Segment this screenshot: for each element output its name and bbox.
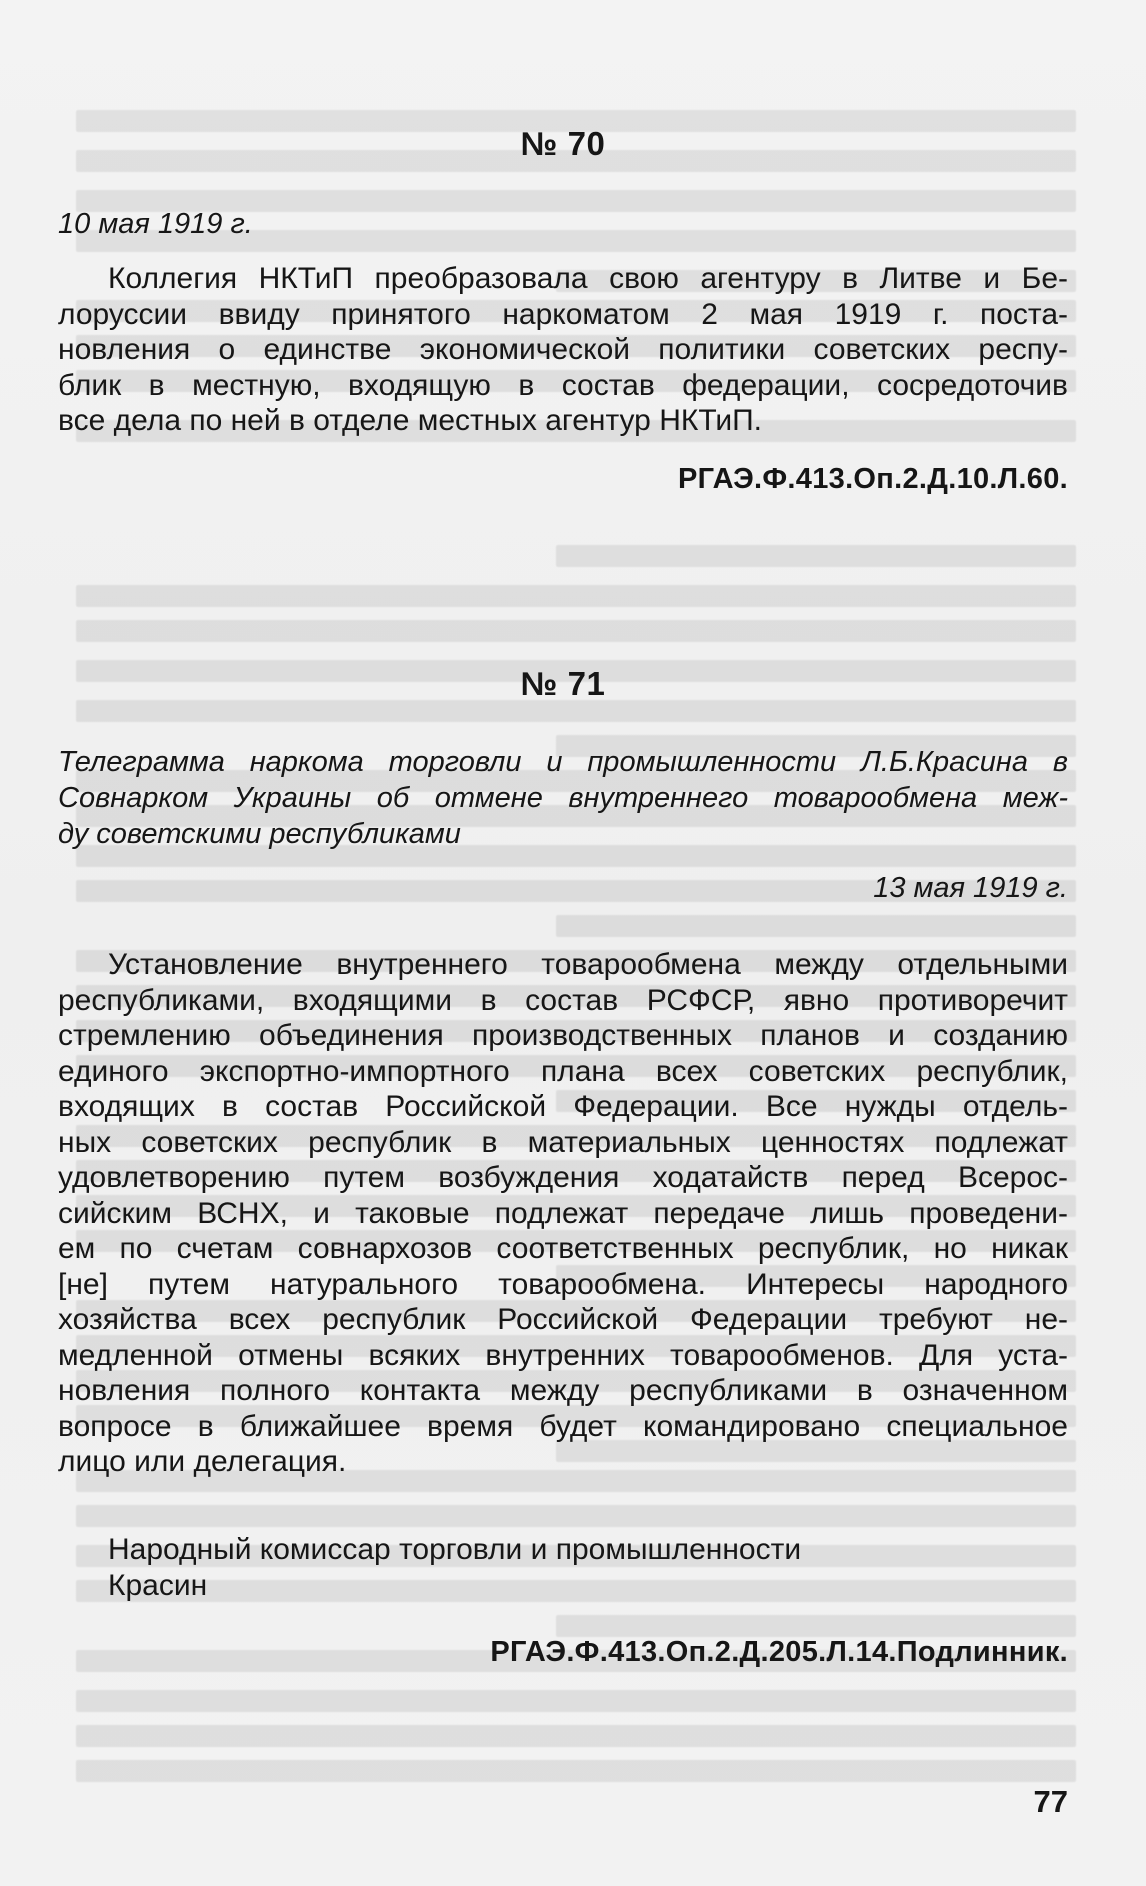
- show-through-line: [76, 585, 1076, 607]
- doc71-line: вопросе в ближайшее время будет командировано специальное: [58, 1409, 1068, 1443]
- doc70-line: новления о единстве экономической политики советских респу-: [58, 333, 1068, 366]
- doc71-line: входящих в состав Российской Федерации. Все нужды отдель-: [58, 1090, 1068, 1123]
- doc70-date: 10 мая 1919 г.: [58, 208, 253, 240]
- doc71-line: стремлению объединения производственных планов и созданию: [58, 1019, 1068, 1052]
- doc71-line: новления полного контакта между республиками в означенном: [58, 1374, 1068, 1407]
- doc71-line: сийским ВСНХ, и таковые подлежат передаче лишь проведени-: [58, 1196, 1068, 1230]
- doc70-body: [58, 261, 1068, 439]
- doc70-number: № 70: [520, 125, 606, 162]
- doc71-line: единого экспортно-импортного плана всех советских республик,: [58, 1054, 1068, 1088]
- show-through-line: [556, 1615, 1076, 1637]
- doc71-title-line: Совнарком Украины об отмене внутреннего товарообмена меж-: [58, 782, 1068, 814]
- doc71-archive-reference: РГАЭ.Ф.413.Оп.2.Д.205.Л.14.Подлинник.: [490, 1636, 1068, 1668]
- doc71-line: ных советских республик в материальных ценностях подлежат: [58, 1125, 1068, 1159]
- show-through-line: [556, 545, 1076, 567]
- doc71-body: [58, 947, 1068, 1480]
- show-through-line: [556, 915, 1076, 937]
- page-number: 77: [1033, 1784, 1068, 1819]
- show-through-line: [76, 1725, 1076, 1747]
- doc71-signature: [108, 1532, 801, 1604]
- show-through-line: [76, 1505, 1076, 1527]
- doc70-archive-reference: РГАЭ.Ф.413.Оп.2.Д.10.Л.60.: [678, 463, 1068, 495]
- doc71-line: республиками, входящими в состав РСФСР, явно противоречит: [58, 983, 1068, 1017]
- show-through-line: [76, 700, 1076, 722]
- doc71-title: [58, 744, 1068, 852]
- signature-name: Красин: [108, 1569, 208, 1602]
- show-through-line: [76, 1760, 1076, 1782]
- signature-title: Народный комиссар торговли и промышленности: [108, 1533, 802, 1566]
- doc71-line: ем по счетам совнархозов соответственных республик, но никак: [58, 1232, 1068, 1265]
- doc71-line: Установление внутреннего товарообмена между отдельными: [108, 948, 1068, 981]
- doc71-line: хозяйства всех республик Российской Федерации требуют не-: [58, 1303, 1068, 1336]
- show-through-line: [76, 620, 1076, 642]
- doc71-line: лицо или делегация.: [58, 1445, 347, 1478]
- doc71-title-line: ду советскими республиками: [58, 818, 461, 850]
- doc71-line: [не] путем натурального товарообмена. Интересы народного: [58, 1267, 1068, 1301]
- show-through-line: [76, 1690, 1076, 1712]
- doc71-title-line: Телеграмма наркома торговли и промышленности Л.Б.Красина в: [58, 746, 1068, 778]
- doc70-line: блик в местную, входящую в состав федерации, сосредоточив: [58, 368, 1068, 402]
- doc70-line: все дела по ней в отделе местных агентур НКТиП.: [58, 404, 763, 437]
- doc71-date: 13 мая 1919 г.: [873, 872, 1068, 904]
- doc71-number: № 71: [520, 665, 606, 702]
- doc70-line: лоруссии ввиду принятого наркоматом 2 мая 1919 г. поста-: [58, 297, 1068, 331]
- doc70-line: Коллегия НКТиП преобразовала свою агентуру в Литве и Бе-: [108, 262, 1068, 295]
- doc71-line: удовлетворению путем возбуждения ходатайств перед Всерос-: [58, 1161, 1068, 1194]
- doc71-line: медленной отмены всяких внутренних товарообменов. Для уста-: [58, 1338, 1068, 1372]
